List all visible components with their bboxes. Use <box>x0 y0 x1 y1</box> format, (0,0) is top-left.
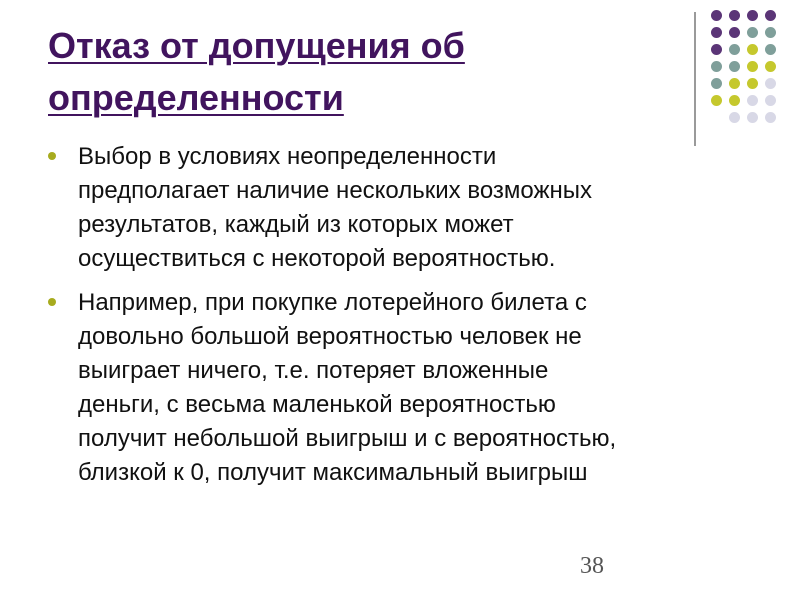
bullet-item-2 <box>48 286 728 490</box>
decorative-dot <box>711 10 722 21</box>
vertical-divider <box>694 12 696 146</box>
decorative-dot <box>747 95 758 106</box>
slide-title-line-2: определенности <box>48 77 344 118</box>
bullet-1-line-3: результатов, каждый из которых может <box>78 211 514 238</box>
bullet-2-line-4: деньги, с весьма маленькой вероятностью <box>78 391 556 418</box>
bullet-2-line-1: Например, при покупке лотерейного билета с <box>78 289 587 316</box>
bullet-list <box>48 140 728 500</box>
decorative-dot <box>765 61 776 72</box>
bullet-2-line-5: получит небольшой выигрыш и с вероятностью, <box>78 425 617 452</box>
decorative-dot <box>729 95 740 106</box>
decorative-dot <box>729 10 740 21</box>
decorative-dot <box>711 78 722 89</box>
decorative-dot <box>747 78 758 89</box>
bullet-dot-icon <box>48 152 56 160</box>
bullet-2-line-3: выиграет ничего, т.е. потеряет вложенные <box>78 357 549 384</box>
slide-title <box>48 20 608 124</box>
decorative-dot <box>747 27 758 38</box>
decorative-dot <box>765 27 776 38</box>
decorative-dot <box>765 95 776 106</box>
bullet-2-line-6: близкой к 0, получит максимальный выигрыш <box>78 459 588 486</box>
decorative-dot <box>765 112 776 123</box>
bullet-2-line-2: довольно большой вероятностью человек не <box>78 323 582 350</box>
decorative-dot <box>747 10 758 21</box>
decorative-dot <box>729 78 740 89</box>
decorative-dot <box>729 44 740 55</box>
decorative-dot <box>729 61 740 72</box>
decorative-dot <box>711 61 722 72</box>
decorative-dot <box>747 61 758 72</box>
bullet-dot-icon <box>48 298 56 306</box>
decorative-dot <box>765 44 776 55</box>
decorative-dot <box>711 44 722 55</box>
bullet-1-line-2: предполагает наличие нескольких возможных <box>78 177 593 204</box>
decorative-dot <box>765 10 776 21</box>
slide-title-line-1: Отказ от допущения об <box>48 25 465 66</box>
decorative-dot <box>747 112 758 123</box>
bullet-item-1 <box>48 140 728 276</box>
page-number: 38 <box>580 553 604 579</box>
bullet-1-line-4: осуществиться с некоторой вероятностью. <box>78 245 556 272</box>
decorative-dot-grid <box>711 10 776 123</box>
decorative-dot <box>711 112 722 123</box>
decorative-dot <box>711 95 722 106</box>
decorative-dot <box>729 27 740 38</box>
decorative-dot <box>729 112 740 123</box>
decorative-dot <box>747 44 758 55</box>
decorative-dot <box>711 27 722 38</box>
bullet-1-line-1: Выбор в условиях неопределенности <box>78 143 497 170</box>
decorative-dot <box>765 78 776 89</box>
